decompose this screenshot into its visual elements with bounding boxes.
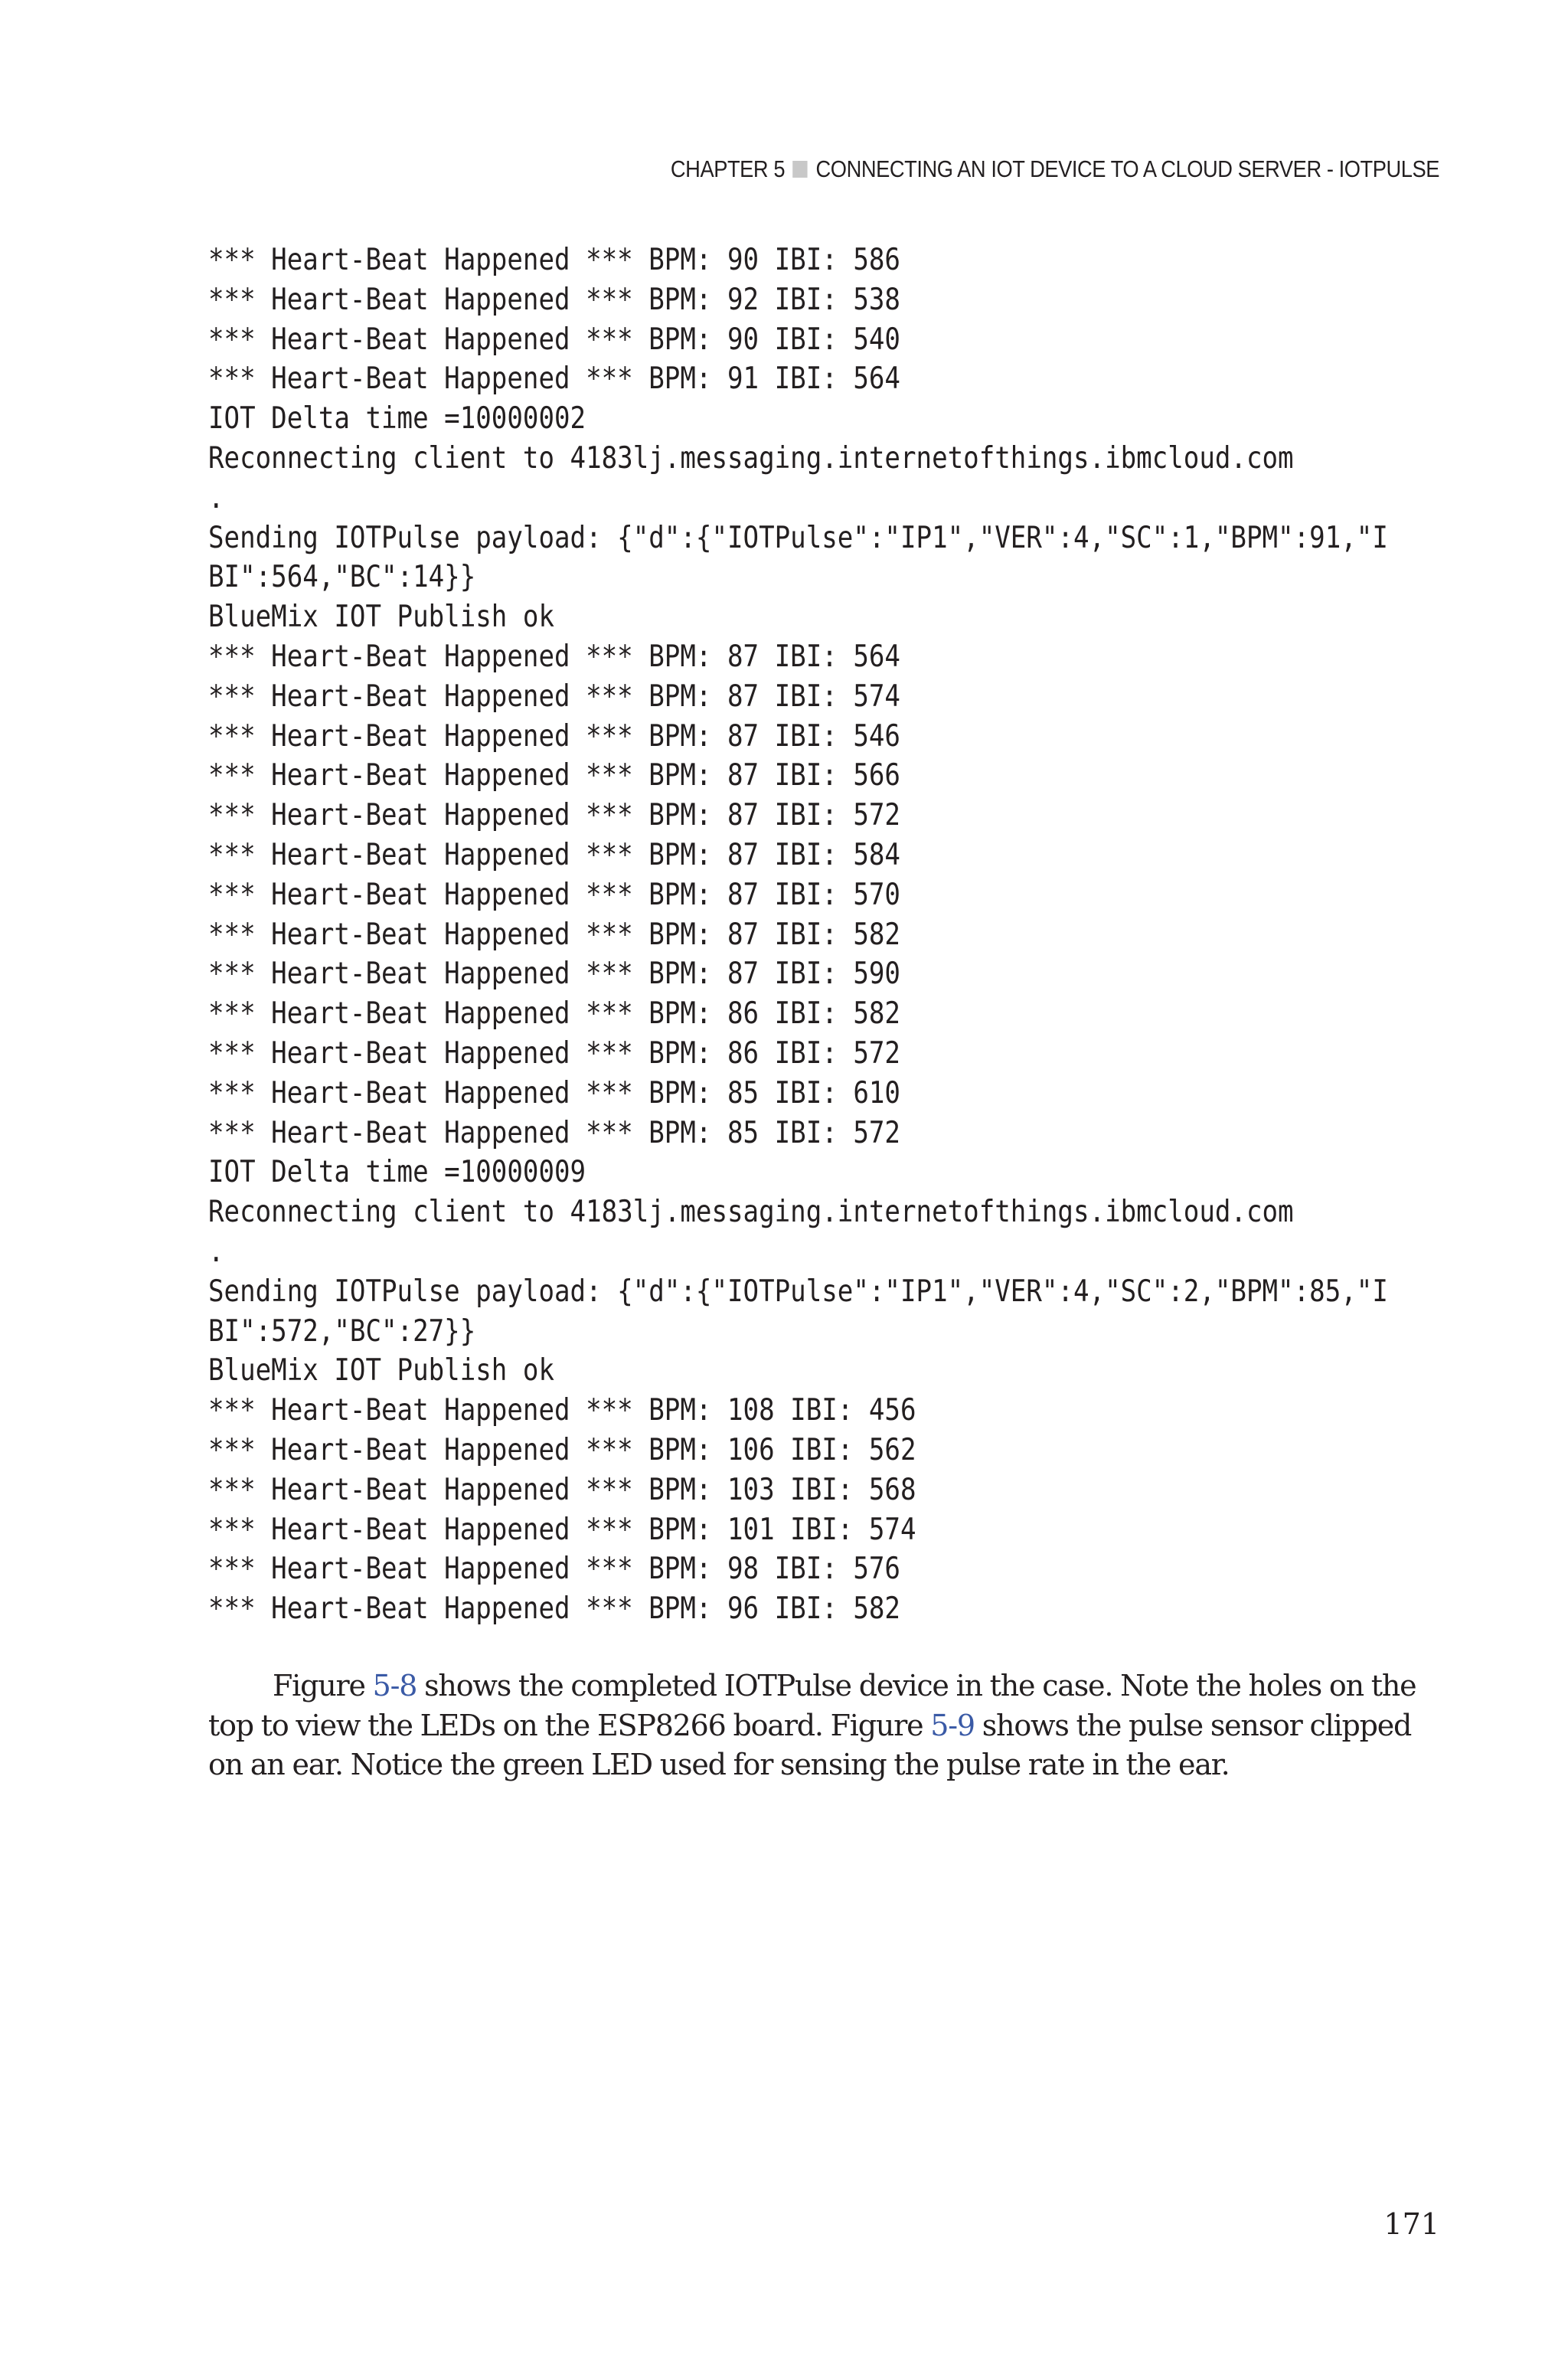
running-head <box>671 155 1439 183</box>
code-line: BI":564,"BC":14}} <box>208 560 476 595</box>
code-line: *** Heart-Beat Happened *** BPM: 87 IBI: 566 <box>208 758 900 793</box>
code-line: *** Heart-Beat Happened *** BPM: 90 IBI: 586 <box>208 243 900 277</box>
code-line: *** Heart-Beat Happened *** BPM: 90 IBI: 540 <box>208 322 900 357</box>
code-line: *** Heart-Beat Happened *** BPM: 86 IBI: 572 <box>208 1035 900 1071</box>
code-line: *** Heart-Beat Happened *** BPM: 87 IBI: 574 <box>208 679 900 714</box>
code-line: *** Heart-Beat Happened *** BPM: 96 IBI: 582 <box>208 1591 900 1627</box>
code-line: *** Heart-Beat Happened *** BPM: 92 IBI: 538 <box>208 282 900 317</box>
paragraph-text-3: shows the pulse sensor clipped on an ear. Notice the green LED used for sensing the pulse rate in the ear. <box>208 1708 1412 1781</box>
chapter-title: CONNECTING AN IOT DEVICE TO A CLOUD SERVER - IOTPULSE <box>815 155 1439 182</box>
page-number: 171 <box>1383 2207 1439 2241</box>
paragraph-text-2: shows the completed IOTPulse device in the case. Note the holes on the top to view the LEDs on the ESP8266 board. Figure <box>208 1669 1416 1742</box>
paragraph-text-1: Figure <box>273 1669 373 1703</box>
code-line: Sending IOTPulse payload: {"d":{"IOTPulse":"IP1","VER":4,"SC":2,"BPM":85,"I <box>208 1274 1388 1309</box>
code-line: *** Heart-Beat Happened *** BPM: 87 IBI: 564 <box>208 639 900 674</box>
code-line: *** Heart-Beat Happened *** BPM: 87 IBI: 584 <box>208 837 900 872</box>
code-line: *** Heart-Beat Happened *** BPM: 87 IBI: 570 <box>208 877 900 912</box>
code-line: IOT Delta time =10000009 <box>208 1155 586 1190</box>
code-line: BlueMix IOT Publish ok <box>208 600 554 635</box>
code-line: *** Heart-Beat Happened *** BPM: 87 IBI: 590 <box>208 957 900 992</box>
code-line: BlueMix IOT Publish ok <box>208 1353 554 1389</box>
code-line: *** Heart-Beat Happened *** BPM: 86 IBI: 582 <box>208 996 900 1032</box>
code-listing <box>208 240 1388 1629</box>
code-line: *** Heart-Beat Happened *** BPM: 87 IBI: 546 <box>208 718 900 754</box>
figure-ref-5-8[interactable]: 5-8 <box>372 1669 417 1703</box>
code-line: *** Heart-Beat Happened *** BPM: 87 IBI: 572 <box>208 798 900 833</box>
code-line: *** Heart-Beat Happened *** BPM: 91 IBI: 564 <box>208 361 900 397</box>
code-line: BI":572,"BC":27}} <box>208 1313 476 1349</box>
chapter-label: CHAPTER 5 <box>670 155 786 182</box>
code-line: Sending IOTPulse payload: {"d":{"IOTPulse":"IP1","VER":4,"SC":1,"BPM":91,"I <box>208 520 1388 555</box>
code-line: *** Heart-Beat Happened *** BPM: 85 IBI: 610 <box>208 1075 900 1110</box>
code-line: *** Heart-Beat Happened *** BPM: 106 IBI: 562 <box>208 1432 916 1467</box>
code-line: Reconnecting client to 4183lj.messaging.internetofthings.ibmcloud.com <box>208 440 1294 476</box>
code-line: Reconnecting client to 4183lj.messaging.internetofthings.ibmcloud.com <box>208 1195 1294 1230</box>
figure-ref-5-9[interactable]: 5-9 <box>930 1708 975 1742</box>
code-line: IOT Delta time =10000002 <box>208 401 586 437</box>
code-line: *** Heart-Beat Happened *** BPM: 103 IBI: 568 <box>208 1472 916 1507</box>
code-line: *** Heart-Beat Happened *** BPM: 108 IBI: 456 <box>208 1393 916 1428</box>
code-line: . <box>208 480 224 515</box>
code-line: . <box>208 1234 224 1269</box>
code-line: *** Heart-Beat Happened *** BPM: 98 IBI: 576 <box>208 1552 900 1587</box>
code-line: *** Heart-Beat Happened *** BPM: 87 IBI: 582 <box>208 917 900 952</box>
code-line: *** Heart-Beat Happened *** BPM: 85 IBI: 572 <box>208 1115 900 1150</box>
code-line: *** Heart-Beat Happened *** BPM: 101 IBI: 574 <box>208 1512 916 1547</box>
body-paragraph <box>208 1667 1439 1785</box>
header-separator-square <box>793 161 808 178</box>
